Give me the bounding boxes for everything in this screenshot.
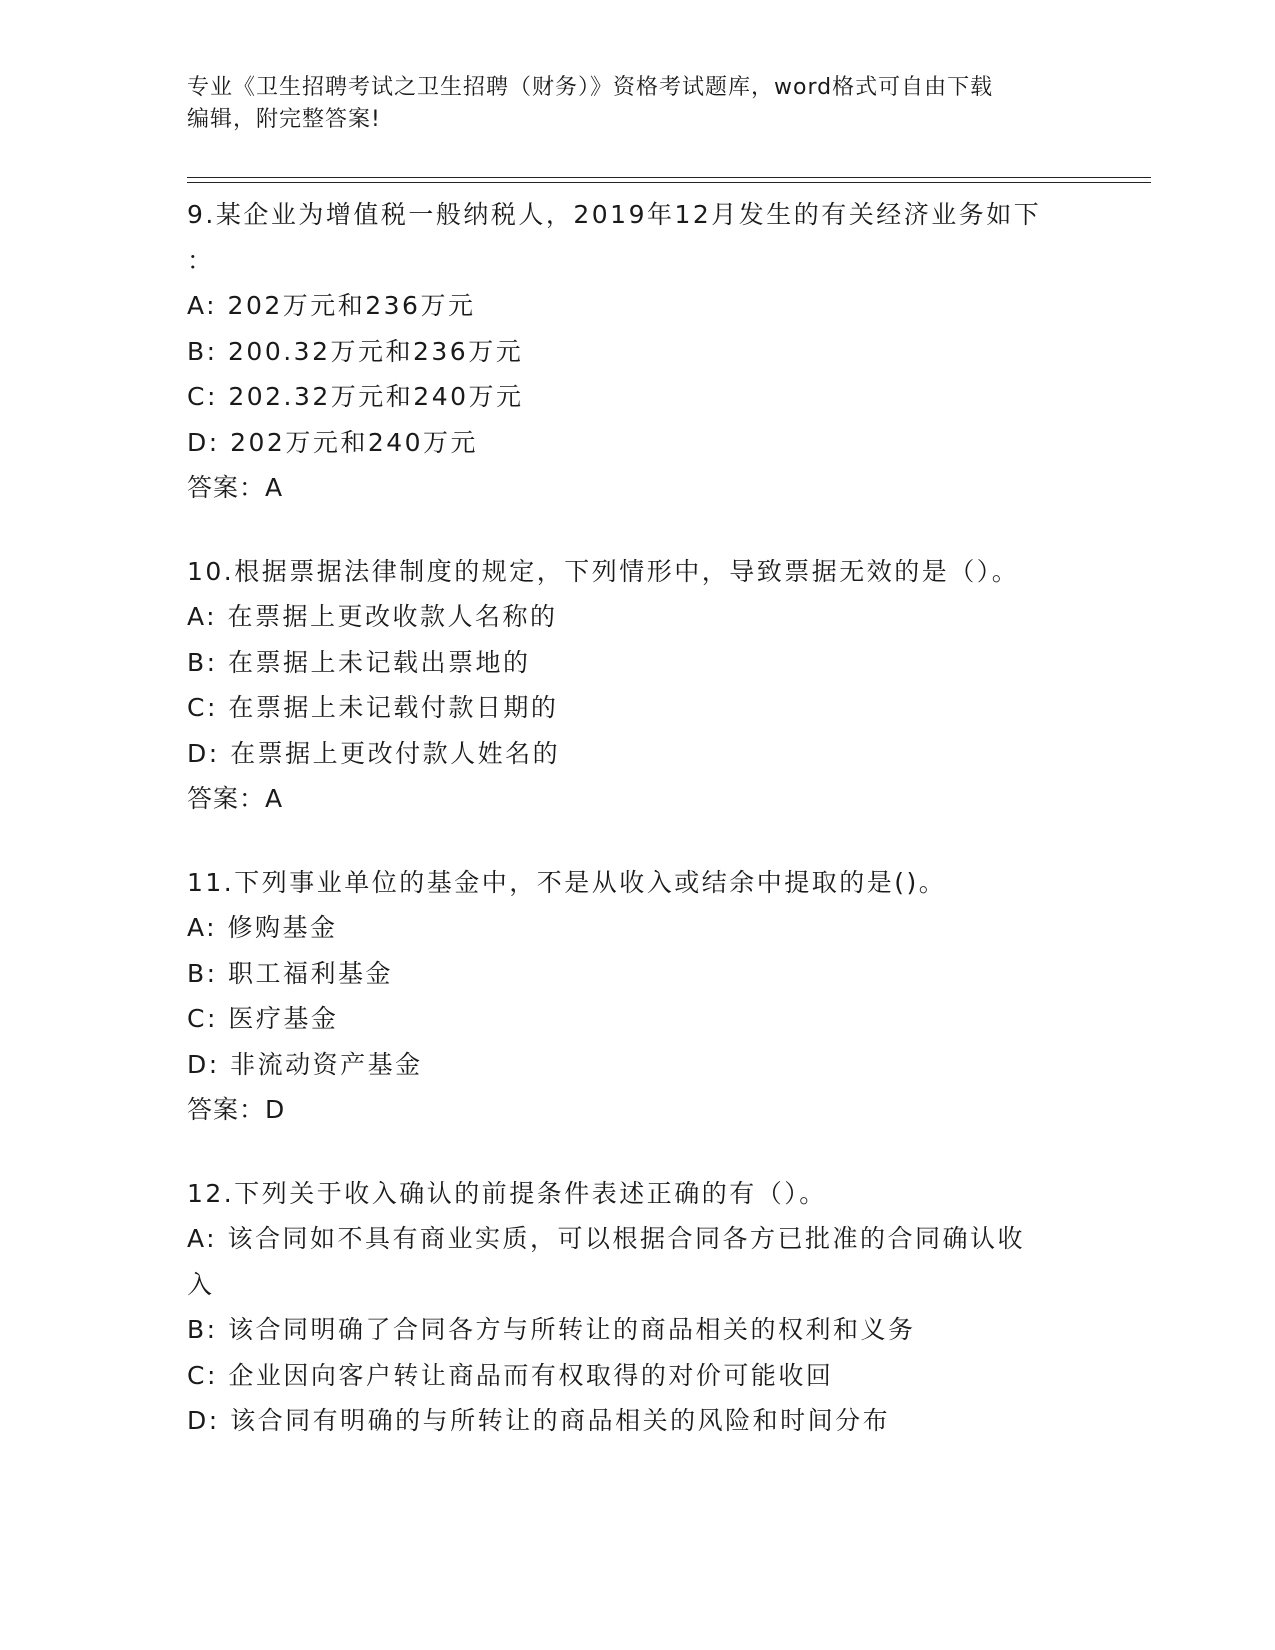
- answer: 答案：A: [187, 473, 284, 502]
- question-9: [187, 192, 1087, 511]
- question-12: [187, 1171, 1087, 1444]
- header-divider-bottom: [187, 182, 1151, 183]
- question-list: [187, 192, 1087, 1482]
- option-c: C: 医疗基金: [187, 1004, 339, 1033]
- question-11: [187, 860, 1087, 1133]
- header-divider-top: [187, 177, 1151, 178]
- answer: 答案：D: [187, 1095, 286, 1124]
- option-d: D: 202万元和240万元: [187, 427, 479, 457]
- option-a: A: 202万元和236万元: [187, 291, 476, 320]
- option-c: C: 202.32万元和240万元: [187, 382, 524, 411]
- header-line-2: 编辑，附完整答案!: [187, 107, 381, 132]
- option-a-continued: 入: [187, 1269, 215, 1299]
- question-stem-continued: ：: [187, 245, 215, 275]
- question-10: [187, 549, 1087, 822]
- option-a: A: 修购基金: [187, 913, 338, 942]
- question-stem: 12.下列关于收入确认的前提条件表述正确的有（）。: [187, 1178, 827, 1208]
- answer: 答案：A: [187, 784, 284, 813]
- option-b: B: 该合同明确了合同各方与所转让的商品相关的权利和义务: [187, 1315, 916, 1344]
- header-line-1: 专业《卫生招聘考试之卫生招聘（财务）》资格考试题库，word格式可自由下载: [187, 75, 994, 100]
- option-d: D: 该合同有明确的与所转让的商品相关的风险和时间分布: [187, 1406, 891, 1435]
- question-stem: 9.某企业为增值税一般纳税人，2019年12月发生的有关经济业务如下: [187, 200, 1042, 229]
- option-d: D: 在票据上更改付款人姓名的: [187, 738, 561, 768]
- question-stem: 10.根据票据法律制度的规定，下列情形中，导致票据无效的是（）。: [187, 556, 1020, 586]
- option-b: B: 200.32万元和236万元: [187, 336, 524, 366]
- option-a: A: 该合同如不具有商业实质，可以根据合同各方已批准的合同确认收: [187, 1224, 1026, 1253]
- option-a: A: 在票据上更改收款人名称的: [187, 602, 558, 631]
- option-b: B: 在票据上未记载出票地的: [187, 647, 531, 677]
- option-c: C: 在票据上未记载付款日期的: [187, 693, 559, 722]
- document-header: [187, 72, 1087, 136]
- option-b: B: 职工福利基金: [187, 958, 394, 988]
- option-d: D: 非流动资产基金: [187, 1049, 423, 1079]
- option-c: C: 企业因向客户转让商品而有权取得的对价可能收回: [187, 1360, 834, 1390]
- question-stem: 11.下列事业单位的基金中，不是从收入或结余中提取的是()。: [187, 867, 947, 897]
